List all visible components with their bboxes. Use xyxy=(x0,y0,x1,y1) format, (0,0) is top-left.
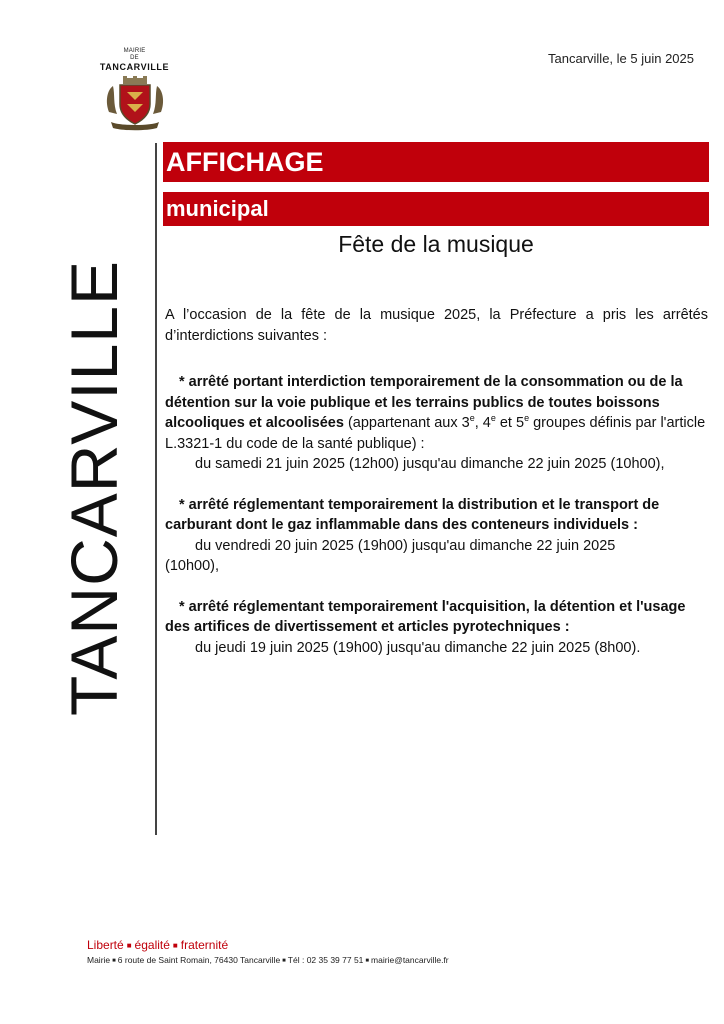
contact-phone: Tél : 02 35 39 77 51 xyxy=(287,955,364,965)
municipal-logo xyxy=(97,48,172,140)
decree-title: * arrêté réglementant temporairement l'acquisition, la détention et l'usage des artifices de divertissement et articles pyrotechniques : xyxy=(165,598,686,635)
logo-line-mairie: MAIRIE xyxy=(123,48,146,54)
notice-subject: Fête de la musique xyxy=(338,231,534,257)
contact-mairie: Mairie xyxy=(87,955,111,965)
banner-title: AFFICHAGE xyxy=(163,142,709,182)
motto-liberte: Liberté xyxy=(87,938,124,952)
motto-egalite: égalité xyxy=(134,938,170,952)
decree-title: * arrêté réglementant temporairement la distribution et le transport de carburant dont le gaz inflammable dans des conteneurs individuels : xyxy=(165,496,660,533)
banner-subtitle: municipal xyxy=(163,192,709,226)
decree-title: * arrêté portant interdiction temporairement de la consommation ou de la détention sur la voie publique et les terrains publics de toutes boissons alcooliques et alcoolisées xyxy=(165,374,683,431)
intro-paragraph: A l’occasion de la fête de la musique 2025, la Préfecture a pris les arrêtés d’interdictions suivantes : xyxy=(165,307,708,344)
motto-fraternite: fraternité xyxy=(180,938,229,952)
logo-town-name: TANCARVILLE xyxy=(99,62,170,72)
decree-dates: du samedi 21 juin 2025 (12h00) jusqu'au dimanche 22 juin 2025 (10h00), xyxy=(195,456,665,472)
decree-detail: (appartenant aux 3e, 4e et 5e groupes définis par l'article L.3321-1 du code de la santé publique) : xyxy=(165,413,706,452)
page-footer xyxy=(87,938,449,967)
decree-item xyxy=(165,495,708,577)
vertical-divider xyxy=(155,143,157,835)
contact-email[interactable]: mairie@tancarville.fr xyxy=(371,955,449,965)
logo-line-de: DE xyxy=(130,55,139,61)
decree-item xyxy=(165,372,708,475)
side-town-title: TANCARVILLE xyxy=(57,259,131,717)
notice-body xyxy=(165,305,708,678)
coat-of-arms-icon xyxy=(103,74,167,132)
decree-dates-continued: (10h00), xyxy=(165,558,220,574)
decree-item xyxy=(165,597,708,659)
contact-address: 6 route de Saint Romain, 76430 Tancarville xyxy=(117,955,281,965)
decree-dates: du vendredi 20 juin 2025 (19h00) jusqu'au dimanche 22 juin 2025 xyxy=(195,537,616,554)
republic-motto: Liberté ■ égalité ■ fraternité xyxy=(87,938,229,952)
decree-dates: du jeudi 19 juin 2025 (19h00) jusqu'au dimanche 22 juin 2025 (8h00). xyxy=(195,639,641,656)
document-date: Tancarville, le 5 juin 2025 xyxy=(548,51,694,66)
contact-line: Mairie ■ 6 route de Saint Romain, 76430 Tancarville ■ Tél : 02 35 39 77 51 ■ mairie@tancarville.fr xyxy=(87,955,449,965)
